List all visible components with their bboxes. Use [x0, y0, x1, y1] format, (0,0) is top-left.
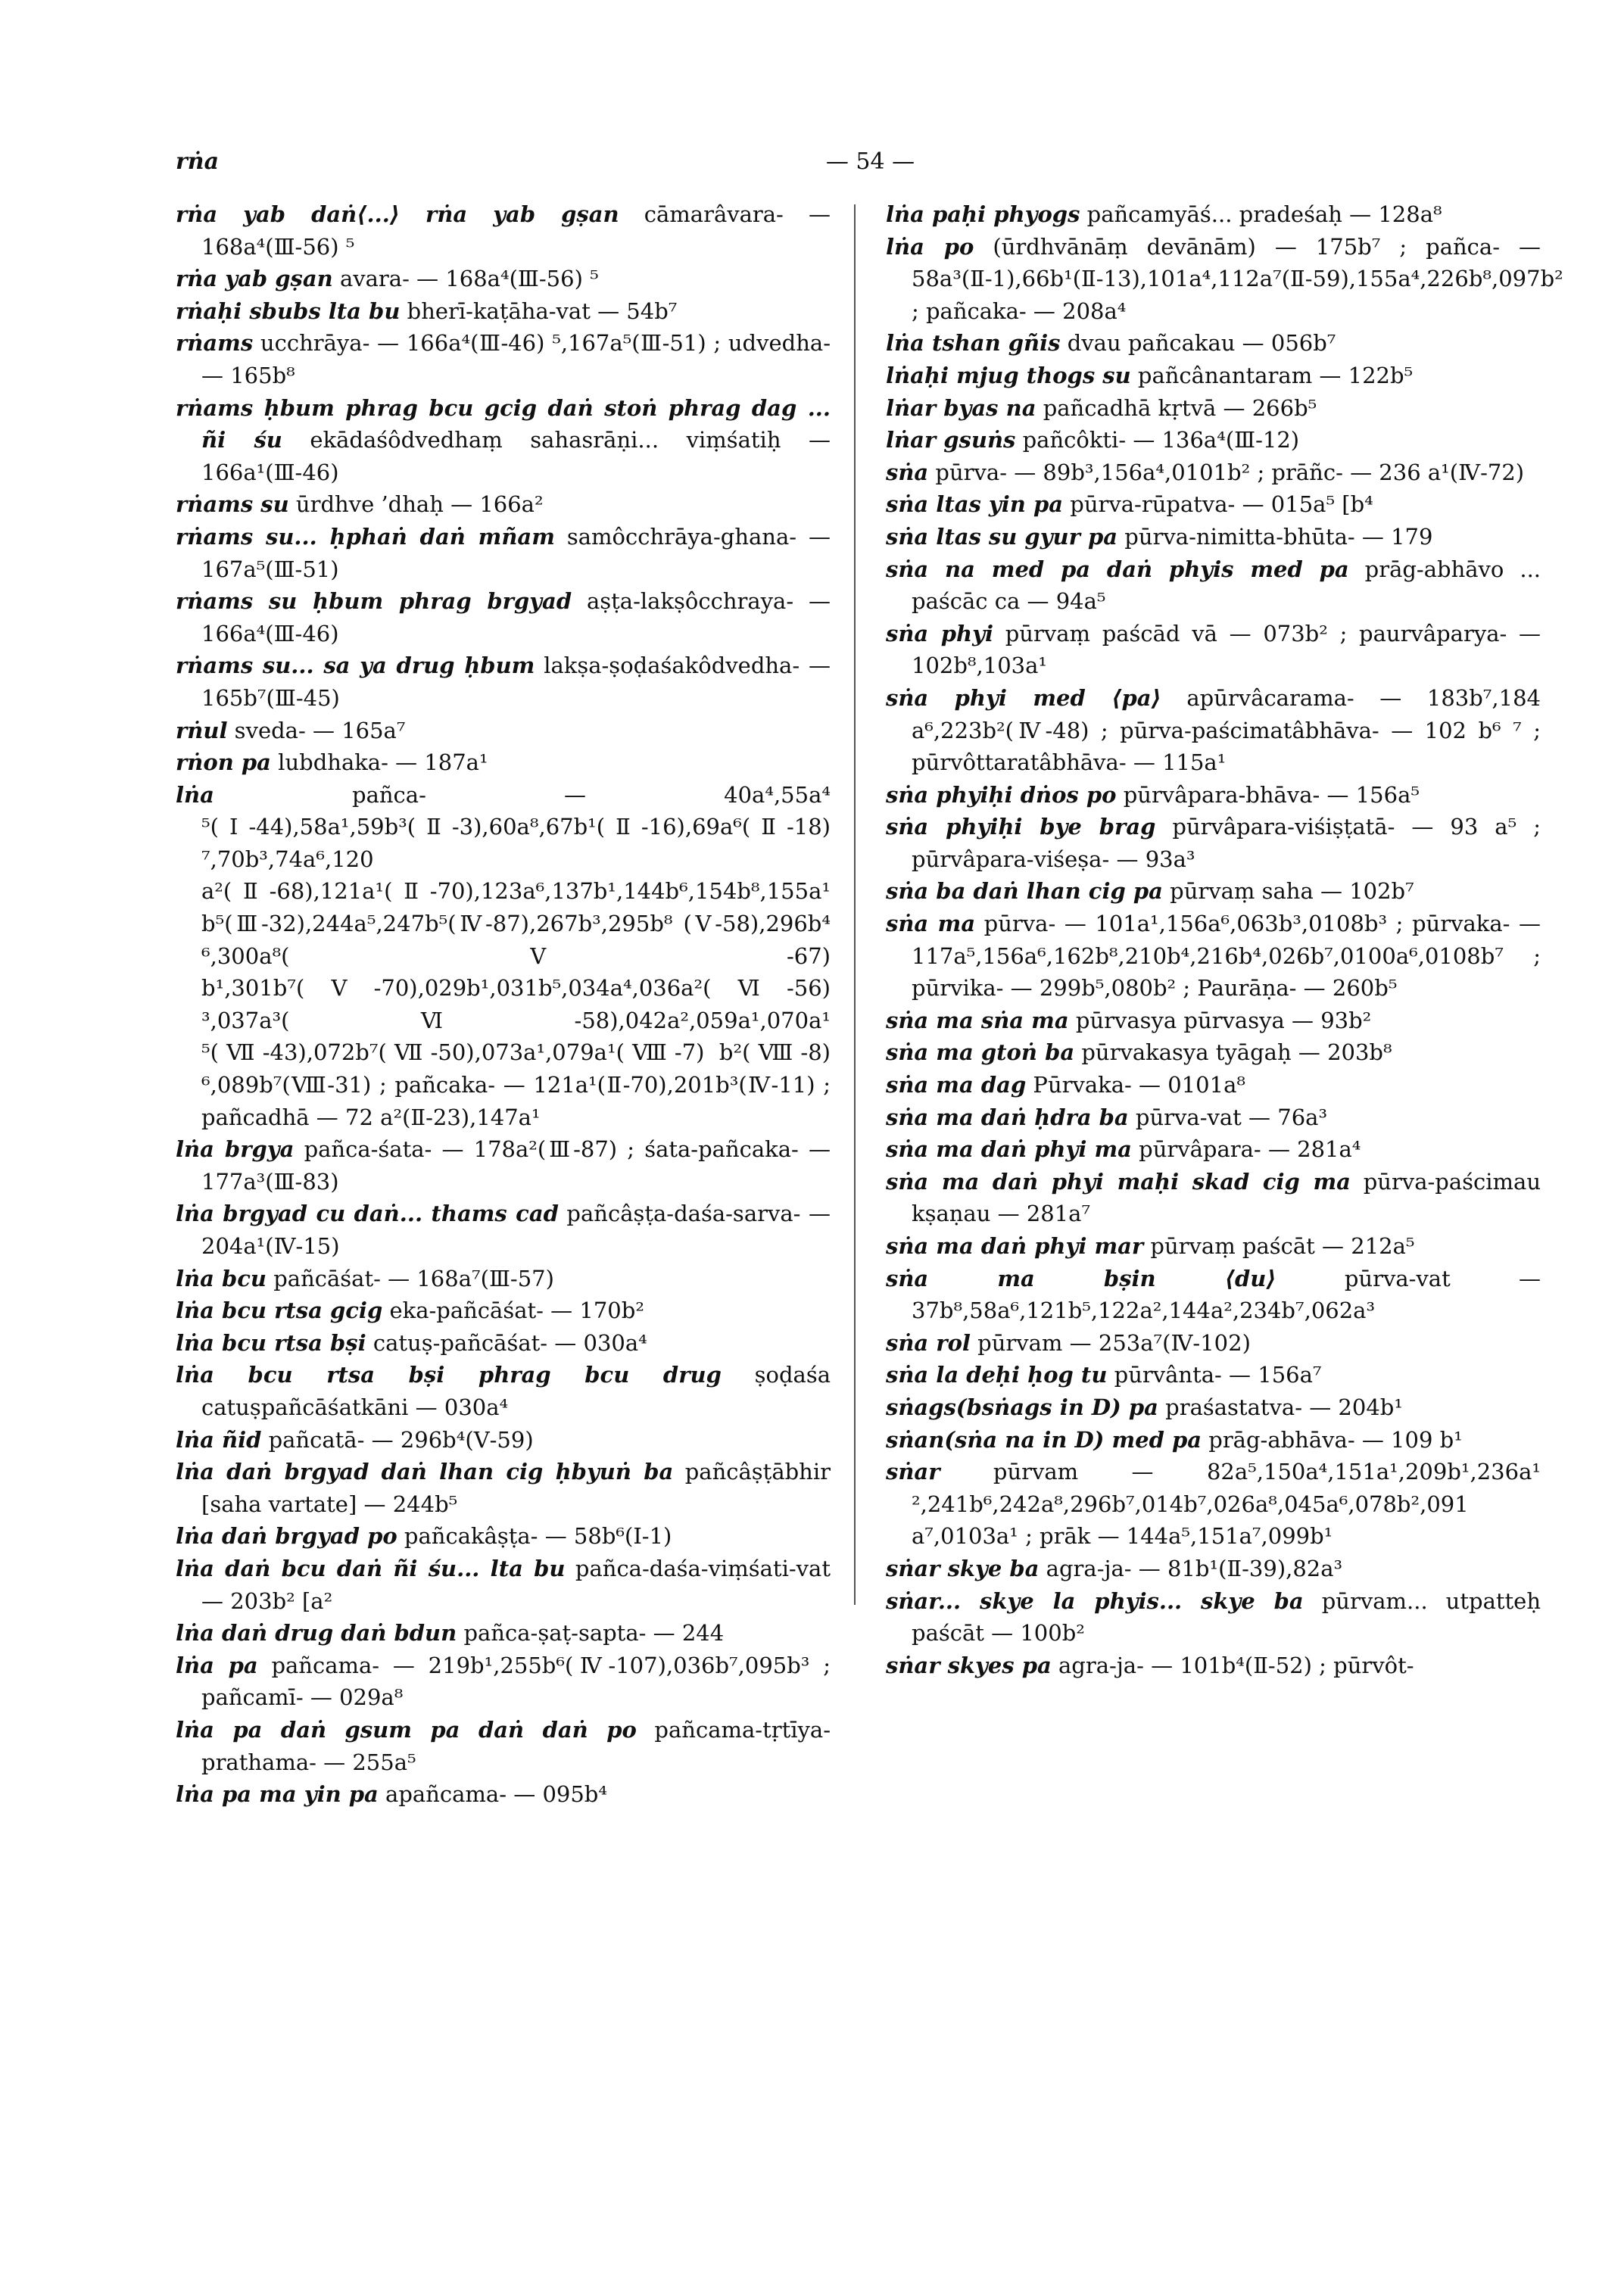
entry-headword: lṅar gsuṅs	[886, 427, 1016, 453]
entry-headword: sṅa ltas yin pa	[886, 491, 1064, 518]
entry-headword: lṅa tshan gñis	[886, 330, 1061, 357]
dictionary-entry	[886, 811, 1541, 875]
dictionary-entry	[886, 198, 1541, 231]
entry-definition: pañcâṣṭābhir [saha vartate] — 244b⁵	[201, 1459, 831, 1517]
entry-headword: sṅa ma	[886, 911, 976, 937]
entry-definition: pūrvam — 253a⁷(Ⅳ-102)	[970, 1329, 1251, 1356]
entry-headword: lṅaḥi mjug thogs su	[886, 362, 1131, 388]
running-headword: rṅa	[176, 148, 220, 175]
entry-headword: rṅams su... sa ya drug ḥbum	[176, 653, 535, 679]
entry-definition: ṣoḍaśa catuṣpañcāśatkāni — 030a⁴	[201, 1362, 831, 1420]
entry-headword: sṅa ma bṣin ⟨du⟩	[886, 1265, 1276, 1291]
dictionary-entry	[176, 1424, 831, 1456]
dictionary-entry	[886, 360, 1541, 392]
dictionary-entry	[886, 1036, 1541, 1069]
entry-definition: pūrva-vat — 76a³	[1128, 1104, 1328, 1130]
entry-headword: sṅar skye ba	[886, 1555, 1040, 1581]
dictionary-entry	[886, 521, 1541, 553]
dictionary-entry	[176, 1456, 831, 1520]
entry-definition: pañcama- — 219b¹,255b⁶(Ⅳ-107),036b⁷,095b³ ; pañcamī- — 029a⁸	[201, 1652, 831, 1711]
entry-headword: rṅams	[176, 330, 254, 357]
entry-definition: cāmarâvara- — 168a⁴(Ⅲ-56) ⁵	[201, 201, 831, 260]
entry-headword: sṅar	[886, 1459, 940, 1485]
entry-headword: sṅa ma daṅ phyi ma	[886, 1136, 1132, 1163]
entry-definition: pūrvaṃ saha — 102b⁷	[1162, 878, 1414, 905]
entry-headword: rṅams su... ḥphaṅ daṅ mñam	[176, 523, 555, 550]
dictionary-entry	[176, 1198, 831, 1262]
entry-headword: lṅar byas na	[886, 394, 1036, 421]
dictionary-entry	[886, 1359, 1541, 1391]
dictionary-entry	[176, 1294, 831, 1327]
dictionary-entry	[886, 779, 1541, 812]
dictionary-entry	[886, 682, 1541, 779]
dictionary-entry	[886, 1456, 1541, 1553]
entry-definition: pañcôkti- — 136a⁴(Ⅲ-12)	[1015, 427, 1300, 453]
dictionary-entry	[176, 327, 831, 391]
dictionary-entry	[886, 908, 1541, 1005]
entry-definition: pañcakâṣṭa- — 58b⁶(Ⅰ-1)	[397, 1523, 672, 1550]
entry-headword: rṅa yab gṣan	[176, 266, 333, 292]
entry-definition: pañcânantaram — 122b⁵	[1130, 362, 1414, 388]
entry-definition: praśastatva- — 204b¹	[1158, 1394, 1403, 1420]
dictionary-entry	[176, 295, 831, 328]
entry-definition: pūrvânta- — 156a⁷	[1107, 1362, 1322, 1388]
entry-definition: pūrvam — 82a⁵,150a⁴,151a¹,209b¹,236a¹ ²,241b⁶,242a⁸,296b⁷,014b⁷,026a⁸,045a⁶,078b²,091 a⁷,0103a¹ ; prāk — 144a⁵,151a⁷,099b¹	[912, 1459, 1541, 1550]
entry-headword: sṅa ma sṅa ma	[886, 1007, 1069, 1033]
entry-headword: rṅams su ḥbum phrag brgyad	[176, 588, 572, 615]
dictionary-entry	[886, 1263, 1541, 1327]
dictionary-entry	[886, 618, 1541, 682]
entry-definition: pūrvâpara- — 281a⁴	[1131, 1136, 1361, 1163]
entry-definition: bherī-kaṭāha-vat — 54b⁷	[400, 298, 678, 324]
entry-headword: lṅa paḥi phyogs	[886, 201, 1080, 227]
entry-definition: aṣṭa-lakṣôcchraya- — 166a⁴(Ⅲ-46)	[201, 588, 831, 646]
entry-definition: prāg-abhāvo ... paścāc ca — 94a⁵	[912, 556, 1541, 615]
entry-headword: lṅa pa ma yin pa	[176, 1781, 379, 1808]
dictionary-entry	[176, 198, 831, 263]
entry-headword: sṅa la deḥi ḥog tu	[886, 1362, 1108, 1388]
dictionary-entry	[886, 1133, 1541, 1166]
dictionary-entry	[176, 488, 831, 521]
entry-definition: pūrvaṃ paścād vā — 073b² ; paurvâparya- — 102b⁸,103a¹	[912, 620, 1541, 679]
entry-headword: lṅa bcu rtsa bṣi phrag bcu drug	[176, 1362, 722, 1388]
dictionary-entry	[176, 650, 831, 714]
dictionary-entry	[886, 488, 1541, 521]
entry-headword: sṅa na med pa daṅ phyis med pa	[886, 556, 1349, 582]
entry-headword: sṅa ba daṅ lhan cig pa	[886, 878, 1163, 905]
dictionary-entry	[886, 1553, 1541, 1585]
dictionary-entry	[886, 1069, 1541, 1101]
dictionary-entry	[886, 392, 1541, 425]
entry-headword: lṅa daṅ bcu daṅ ñi śu... lta bu	[176, 1555, 566, 1581]
dictionary-entry	[886, 553, 1541, 618]
entry-headword: sṅa ma daṅ ḥdra ba	[886, 1104, 1129, 1130]
dictionary-entry	[886, 1424, 1541, 1456]
entry-headword: sṅa ma dag	[886, 1072, 1027, 1098]
entry-definition: pañcamyāś... pradeśaḥ — 128a⁸	[1080, 201, 1442, 227]
entry-definition: ekādaśôdvedhaṃ sahasrāṇi... viṃśatiḥ — 166a¹(Ⅲ-46)	[201, 427, 831, 485]
entry-headword: sṅa rol	[886, 1329, 971, 1356]
entry-definition: pañca-ṣaṭ-sapta- — 244	[457, 1620, 725, 1647]
column-divider	[854, 204, 856, 1605]
dictionary-entry	[176, 1327, 831, 1360]
dictionary-entry	[886, 1101, 1541, 1134]
entry-definition: (ūrdhvānāṃ devānām) — 175b⁷ ; pañca- — 58a³(Ⅱ-1),66b¹(Ⅱ-13),101a⁴,112a⁷(Ⅱ-59),155a⁴,226b⁸,097b² ; pañcaka- — 208a⁴	[912, 233, 1563, 324]
entry-definition: pañcâṣṭa-daśa-sarva- — 204a¹(Ⅳ-15)	[201, 1201, 831, 1259]
entry-headword: lṅa bcu rtsa bṣi	[176, 1329, 366, 1356]
entry-definition: apañcama- — 095b⁴	[378, 1781, 607, 1808]
entry-definition: eka-pañcāśat- — 170b²	[382, 1298, 644, 1324]
dictionary-entry	[886, 1585, 1541, 1650]
entry-headword: sṅa phyi med ⟨pa⟩	[886, 684, 1161, 711]
entry-headword: sṅar skyes pa	[886, 1652, 1052, 1678]
entry-definition: pañca-śata- — 178a²(Ⅲ-87) ; śata-pañcaka- — 177a³(Ⅲ-83)	[201, 1136, 831, 1195]
dictionary-entry	[176, 779, 831, 1134]
entry-definition: dvau pañcakau — 056b⁷	[1060, 330, 1336, 357]
entry-definition: pañcama-tṛtīya-prathama- — 255a⁵	[201, 1716, 831, 1775]
dictionary-entry	[886, 1391, 1541, 1424]
entry-definition: pūrvâpara-bhāva- — 156a⁵	[1116, 781, 1420, 808]
entry-headword: rṅul	[176, 717, 228, 743]
entry-headword: sṅa phyiḥi bye brag	[886, 814, 1156, 840]
entry-definition: pūrvâpara-viśiṣṭatā- — 93 a⁵ ; pūrvâpara-viśeṣa- — 93a³	[912, 814, 1541, 872]
entry-definition: pūrva-vat — 37b⁸,58a⁶,121b⁵,122a²,144a²,234b⁷,062a³	[912, 1265, 1541, 1324]
dictionary-entry	[886, 231, 1563, 328]
entry-headword: lṅa pa daṅ gsum pa daṅ daṅ po	[176, 1716, 637, 1743]
entry-definition: pañca- — 40a⁴,55a⁴ ⁵(Ⅰ-44),58a¹,59b³(Ⅱ-3),60a⁸,67b¹(Ⅱ-16),69a⁶(Ⅱ-18) ⁷,70b³,74a⁶,120 a²(Ⅱ-68),121a¹(Ⅱ-70),123a⁶,137b¹,144b⁶,154b⁸,155a¹ b⁵(Ⅲ-32),244a⁵,247b⁵(Ⅳ-87),267b³,295b⁸ (Ⅴ-58),296b⁴ ⁶,300a⁸(Ⅴ-67) b¹,301b⁷(Ⅴ-70),029b¹,031b⁵,034a⁴,036a²(Ⅵ-56) ³,037a³(Ⅵ-58),042a²,059a¹,070a¹ ⁵(Ⅶ-43),072b⁷(Ⅶ-50),073a¹,079a¹(Ⅷ-7) b²(Ⅷ-8) ⁶,089b⁷(Ⅷ-31) ; pañcaka- — 121a¹(Ⅱ-70),201b³(Ⅳ-11) ; pañcadhā — 72 a²(Ⅱ-23),147a¹	[201, 781, 831, 1130]
dictionary-entry	[176, 1714, 831, 1778]
left-column	[176, 198, 831, 1811]
dictionary-entry	[886, 424, 1541, 456]
entry-definition: pūrvam... utpatteḥ paścāt — 100b²	[912, 1587, 1541, 1647]
entry-definition: ucchrāya- — 166a⁴(Ⅲ-46) ⁵,167a⁵(Ⅲ-51) ; udvedha- — 165b⁸	[201, 330, 831, 388]
entry-definition: pūrva- — 101a¹,156a⁶,063b³,0108b³ ; pūrvaka- — 117a⁵,156a⁶,162b⁸,210b⁴,216b⁴,026b⁷,0100a⁶,0108b⁷ ; pūrvika- — 299b⁵,080b² ; Paurāṇa- — 260b⁵	[912, 911, 1541, 1002]
entry-headword: sṅa	[886, 459, 929, 485]
entry-headword: rṅa yab daṅ⟨...⟩ rṅa yab gṣan	[176, 201, 619, 227]
entry-headword: sṅa ltas su gyur pa	[886, 523, 1118, 550]
entry-headword: lṅa bcu rtsa gcig	[176, 1298, 383, 1324]
entry-definition: pūrvasya pūrvasya — 93b²	[1068, 1007, 1372, 1033]
dictionary-entry	[886, 1650, 1541, 1682]
entry-headword: lṅa daṅ drug daṅ bdun	[176, 1620, 457, 1647]
entry-definition: pūrva- — 89b³,156a⁴,0101b² ; prāñc- — 236 a¹(Ⅳ-72)	[928, 459, 1525, 485]
entry-definition: avara- — 168a⁴(Ⅲ-56) ⁵	[332, 266, 599, 292]
dictionary-entry	[886, 456, 1541, 489]
entry-headword: sṅan(sṅa na in D) med pa	[886, 1426, 1202, 1453]
entry-headword: rṅams ḥbum phrag bcu gcig daṅ stoṅ phrag dag ... ñi śu	[176, 394, 831, 453]
entry-definition: pañcāśat- — 168a⁷(Ⅲ-57)	[267, 1265, 554, 1291]
entry-definition: lubdhaka- — 187a¹	[270, 749, 488, 776]
entry-headword: sṅags(bsṅags in D) pa	[886, 1394, 1158, 1420]
entry-definition: pūrvakasya tyāgaḥ — 203b⁸	[1074, 1039, 1392, 1066]
dictionary-entry	[886, 1166, 1541, 1230]
entry-definition: pañca-daśa-viṃśati-vat — 203b² [a²	[201, 1555, 831, 1614]
entry-definition: pūrva-nimitta-bhūta- — 179	[1117, 523, 1433, 550]
entry-headword: lṅa ñid	[176, 1426, 262, 1453]
dictionary-entry	[176, 1553, 831, 1617]
dictionary-entry	[176, 746, 831, 779]
entry-headword: sṅa phyiḥi dṅos po	[886, 781, 1117, 808]
entry-headword: lṅa brgya	[176, 1136, 295, 1163]
running-head	[176, 148, 1565, 186]
entry-definition: pañcatā- — 296b⁴(Ⅴ-59)	[261, 1426, 534, 1453]
dictionary-entry	[176, 1133, 831, 1198]
dictionary-entry	[886, 1005, 1541, 1037]
entry-definition: pūrva-rūpatva- — 015a⁵ [b⁴	[1063, 491, 1373, 518]
entry-definition: agra-ja- — 81b¹(Ⅱ-39),82a³	[1039, 1555, 1343, 1581]
dictionary-entry	[886, 1230, 1541, 1263]
entry-definition: ūrdhve ’dhaḥ — 166a²	[288, 491, 544, 518]
dictionary-entry	[176, 1650, 831, 1714]
entry-headword: rṅon pa	[176, 749, 271, 776]
entry-definition: pañcadhā kṛtvā — 266b⁵	[1036, 394, 1317, 421]
entry-definition: prāg-abhāva- — 109 b¹	[1202, 1426, 1463, 1453]
dictionary-entry	[176, 715, 831, 747]
right-column	[886, 198, 1563, 1681]
dictionary-entry	[886, 327, 1541, 360]
entry-headword: lṅa bcu	[176, 1265, 267, 1291]
dictionary-entry	[886, 875, 1541, 908]
dictionary-entry	[176, 1359, 831, 1423]
entry-headword: lṅa brgyad cu daṅ... thams cad	[176, 1201, 559, 1227]
entry-definition: samôcchrāya-ghana- — 167a⁵(Ⅲ-51)	[201, 523, 831, 582]
entry-headword: sṅa phyi	[886, 620, 994, 646]
dictionary-entry	[176, 585, 831, 650]
entry-definition: pūrva-paścimau kṣaṇau — 281a⁷	[912, 1168, 1541, 1227]
entry-definition: Pūrvaka- — 0101a⁸	[1026, 1072, 1245, 1098]
entry-definition: catuṣ-pañcāśat- — 030a⁴	[366, 1329, 647, 1356]
entry-definition: sveda- — 165a⁷	[227, 717, 406, 743]
dictionary-entry	[176, 1520, 831, 1553]
entry-headword: lṅa	[176, 781, 214, 808]
dictionary-entry	[176, 521, 831, 585]
page-number: — 54 —	[825, 148, 915, 175]
entry-headword: rṅams su	[176, 491, 289, 518]
entry-definition: lakṣa-ṣoḍaśakôdvedha- — 165b⁷(Ⅲ-45)	[201, 653, 831, 711]
entry-definition: apūrvâcarama- — 183b⁷,184 a⁶,223b²(Ⅳ-48) ; pūrva-paścimatâbhāva- — 102 b⁶ ⁷ ; pūrvôttaratâbhāva- — 115a¹	[912, 684, 1541, 776]
dictionary-entry	[176, 1617, 831, 1650]
entry-headword: rṅaḥi sbubs lta bu	[176, 298, 401, 324]
dictionary-entry	[886, 1327, 1541, 1360]
entry-headword: sṅa ma gtoṅ ba	[886, 1039, 1075, 1066]
dictionary-entry	[176, 1263, 831, 1295]
dictionary-entry	[176, 1778, 831, 1811]
entry-headword: lṅa po	[886, 233, 974, 260]
entry-headword: lṅa daṅ brgyad daṅ lhan cig ḥbyuṅ ba	[176, 1459, 674, 1485]
entry-headword: sṅa ma daṅ phyi mar	[886, 1233, 1144, 1259]
entry-headword: lṅa pa	[176, 1652, 258, 1678]
entry-definition: agra-ja- — 101b⁴(Ⅱ-52) ; pūrvôt-	[1051, 1652, 1414, 1678]
entry-headword: sṅar... skye la phyis... skye ba	[886, 1587, 1304, 1614]
dictionary-entry	[176, 263, 831, 295]
entry-headword: lṅa daṅ brgyad po	[176, 1523, 397, 1550]
entry-definition: pūrvaṃ paścāt — 212a⁵	[1143, 1233, 1415, 1259]
dictionary-entry	[176, 392, 831, 489]
entry-headword: sṅa ma daṅ phyi maḥi skad cig ma	[886, 1168, 1351, 1195]
